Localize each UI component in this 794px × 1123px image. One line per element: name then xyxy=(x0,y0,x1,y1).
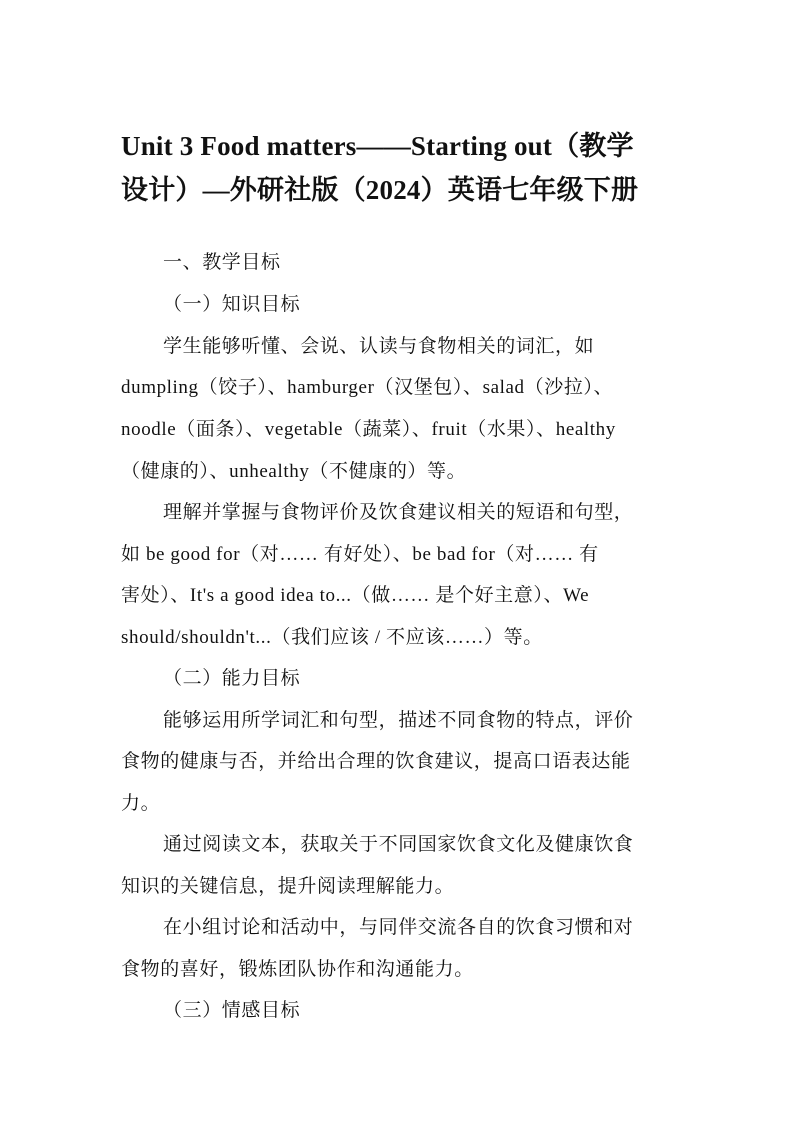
paragraph-1-line-2: dumpling（饺子）、hamburger（汉堡包）、salad（沙拉）、 xyxy=(121,377,614,398)
paragraph-1-line-4: （健康的）、unhealthy（不健康的）等。 xyxy=(121,461,467,482)
title-line-1: Unit 3 Food matters——Starting out（教学 xyxy=(121,131,634,161)
paragraph-2-line-3: 害处）、It's a good idea to...（做…… 是个好主意）、We xyxy=(121,585,590,606)
paragraph-5-line-1: 在小组讨论和活动中，与同伴交流各自的饮食习惯和对 xyxy=(163,917,634,938)
title-line-2: 设计）—外研社版（2024）英语七年级下册 xyxy=(121,175,639,205)
subsection-heading-knowledge: （一）知识目标 xyxy=(163,294,301,315)
paragraph-2-line-2: 如 be good for（对…… 有好处）、be bad for（对…… 有 xyxy=(121,544,599,565)
section-heading-teaching-objectives: 一、教学目标 xyxy=(163,252,281,273)
paragraph-1-line-1: 学生能够听懂、会说、认读与食物相关的词汇，如 xyxy=(163,336,595,357)
paragraph-4-line-1: 通过阅读文本，获取关于不同国家饮食文化及健康饮食 xyxy=(163,834,634,855)
subsection-heading-emotion: （三）情感目标 xyxy=(163,1000,301,1021)
paragraph-1-line-3: noodle（面条）、vegetable（蔬菜）、fruit（水果）、healthy xyxy=(121,419,616,440)
paragraph-3-line-2: 食物的健康与否，并给出合理的饮食建议，提高口语表达能 xyxy=(121,751,631,772)
paragraph-3-line-1: 能够运用所学词汇和句型，描述不同食物的特点，评价 xyxy=(163,710,634,731)
document-title xyxy=(121,124,681,212)
paragraph-2-line-4: should/shouldn't...（我们应该 / 不应该……）等。 xyxy=(121,627,543,648)
paragraph-4-line-2: 知识的关键信息，提升阅读理解能力。 xyxy=(121,876,455,897)
paragraph-5-line-2: 食物的喜好，锻炼团队协作和沟通能力。 xyxy=(121,959,474,980)
paragraph-3-line-3: 力。 xyxy=(121,793,161,814)
paragraph-2-line-1: 理解并掌握与食物评价及饮食建议相关的短语和句型， xyxy=(163,502,634,523)
subsection-heading-ability: （二）能力目标 xyxy=(163,668,301,689)
